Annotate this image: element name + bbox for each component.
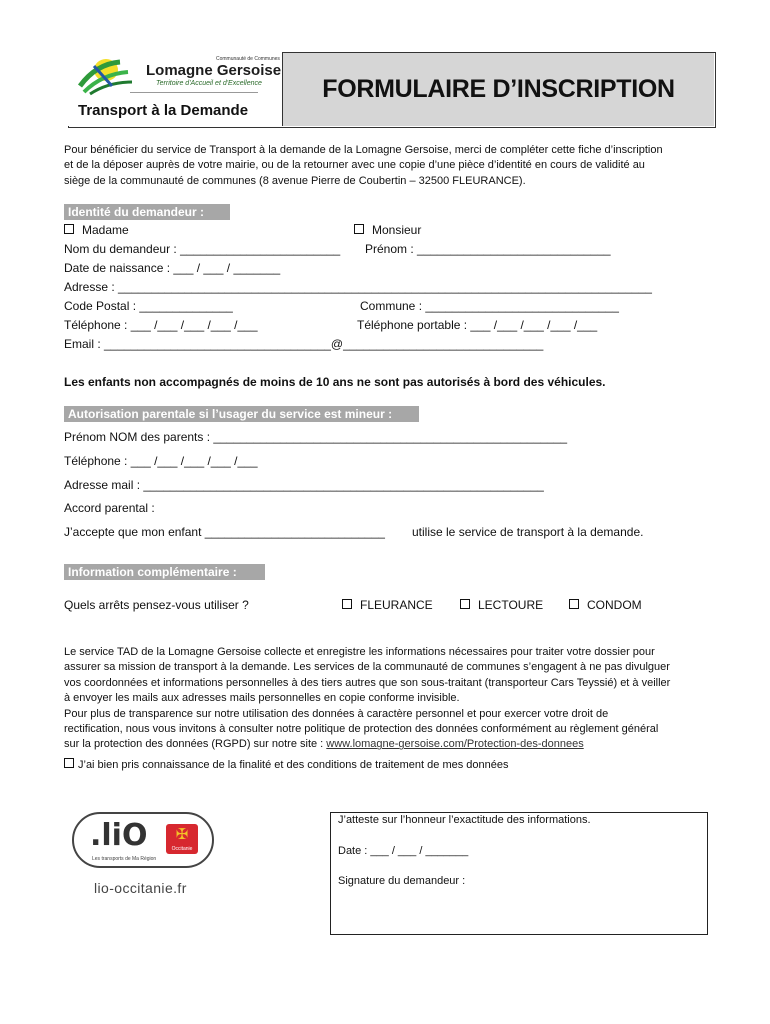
monsieur-label: Monsieur <box>372 223 422 237</box>
occitanie-badge-label: Occitanie <box>171 846 193 852</box>
consent-option[interactable] <box>64 758 508 771</box>
madame-option[interactable] <box>64 223 129 237</box>
intro-line: Pour bénéficier du service de Transport à la demande de la Lomagne Gersoise, merci de compléter cette fiche d’inscription <box>64 144 663 156</box>
monsieur-option[interactable] <box>354 223 421 237</box>
rgpd-paragraph <box>64 645 706 753</box>
parents-name-field[interactable]: Prénom NOM des parents : _____________________________________________________ <box>64 430 568 444</box>
rgpd-line: vos coordonnées et informations personnelles à des tiers autres que son sous-traitant (transporteur Cars Teyssié) et à veiller <box>64 676 671 689</box>
email-field[interactable]: Email : __________________________________@______________________________ <box>64 337 544 351</box>
logo-name: Lomagne Gersoise <box>146 62 282 79</box>
logo-area <box>68 52 283 126</box>
rgpd-line: Pour plus de transparence sur notre utilisation des données à caractère personnel et pour exercer votre droit de <box>64 707 609 720</box>
intro-line: siège de la communauté de communes (8 avenue Pierre de Coubertin – 32500 FLEURANCE). <box>64 174 526 187</box>
lio-brand: .liO <box>90 818 148 853</box>
accept-suffix: utilise le service de transport à la demande. <box>412 525 644 539</box>
occitanie-badge-icon <box>166 824 198 854</box>
section-heading-identity: Identité du demandeur : <box>64 204 230 220</box>
checkbox-monsieur[interactable] <box>354 224 364 234</box>
option-condom[interactable] <box>569 598 642 612</box>
logo-tad-text: Transport à la Demande <box>78 102 249 119</box>
option-lectoure[interactable] <box>460 598 543 612</box>
adresse-field[interactable]: Adresse : ________________________________________________________________________________ <box>64 280 652 294</box>
logo-tagline: Territoire d'Accueil et d'Excellence <box>156 80 262 87</box>
child-name-field[interactable]: J’accepte que mon enfant ___________________________ <box>64 525 385 539</box>
rgpd-line-with-link <box>64 737 706 752</box>
checkbox-madame[interactable] <box>64 224 74 234</box>
nom-field[interactable]: Nom du demandeur : ________________________ <box>64 242 341 256</box>
lomagne-logo-icon <box>76 56 136 96</box>
intro-paragraph <box>64 143 706 189</box>
checkbox-lectoure[interactable] <box>460 599 470 609</box>
lio-subtitle: Les transports de Ma Région <box>92 856 157 862</box>
age-warning: Les enfants non accompagnés de moins de 10 ans ne sont pas autorisés à bord des véhicules. <box>64 375 606 389</box>
prenom-field[interactable]: Prénom : _____________________________ <box>365 242 611 256</box>
parent-telephone-field[interactable]: Téléphone : ___ /___ /___ /___ /___ <box>64 454 258 468</box>
checkbox-consent[interactable] <box>64 758 74 768</box>
section-heading-parental: Autorisation parentale si l’usager du service est mineur : <box>64 406 419 422</box>
condom-label: CONDOM <box>587 598 642 612</box>
signature-label: Signature du demandeur : <box>338 875 466 887</box>
occitanie-cross-icon: ✠ <box>175 826 189 843</box>
rgpd-line: à envoyer les mails aux adresses mails personnelles en copie conforme invisible. <box>64 692 460 705</box>
accord-parental-label: Accord parental : <box>64 501 155 515</box>
commune-field[interactable]: Commune : _____________________________ <box>360 299 619 313</box>
lectoure-label: LECTOURE <box>478 598 544 612</box>
section-heading-info: Information complémentaire : <box>64 564 265 580</box>
telephone-field[interactable]: Téléphone : ___ /___ /___ /___ /___ <box>64 318 258 332</box>
parent-mail-field[interactable]: Adresse mail : ____________________________________________________________ <box>64 478 544 492</box>
intro-line: et de la déposer auprès de votre mairie, ou de la retourner avec une copie d’une pièce d’identité en cours de validité au <box>64 159 645 172</box>
rgpd-link[interactable]: www.lomagne-gersoise.com/Protection-des-donnees <box>326 738 584 751</box>
madame-label: Madame <box>82 223 129 237</box>
signature-box[interactable] <box>330 812 708 935</box>
date-naissance-field[interactable]: Date de naissance : ___ / ___ / _______ <box>64 261 281 275</box>
checkbox-fleurance[interactable] <box>342 599 352 609</box>
form-title: FORMULAIRE D’INSCRIPTION <box>322 75 675 103</box>
rgpd-link-prefix: sur la protection des données (RGPD) sur notre site : <box>64 738 324 751</box>
rgpd-line: assurer sa mission de transport à la demande. Les services de la communauté de communes s’engagent à ne pas divulguer <box>64 661 670 674</box>
checkbox-condom[interactable] <box>569 599 579 609</box>
arrets-question: Quels arrêts pensez-vous utiliser ? <box>64 598 249 612</box>
form-title-box <box>283 53 714 126</box>
signature-date-field[interactable]: Date : ___ / ___ / _______ <box>338 845 469 857</box>
logo-divider <box>130 92 258 93</box>
rgpd-line: rectification, nous vous invitons à consulter notre politique de protection des données conformément au règlement général <box>64 723 659 736</box>
attestation-text: J’atteste sur l’honneur l’exactitude des informations. <box>338 814 591 826</box>
rgpd-line: Le service TAD de la Lomagne Gersoise collecte et enregistre les informations nécessaires pour traiter votre dossier pour <box>64 646 655 658</box>
consent-label: J’ai bien pris connaissance de la finalité et des conditions de traitement de mes données <box>78 759 509 771</box>
lio-logo <box>72 812 214 868</box>
code-postal-field[interactable]: Code Postal : ______________ <box>64 299 233 313</box>
option-fleurance[interactable] <box>342 598 433 612</box>
fleurance-label: FLEURANCE <box>360 598 433 612</box>
telephone-portable-field[interactable]: Téléphone portable : ___ /___ /___ /___ /___ <box>357 318 598 332</box>
logo-small-text: Communauté de Communes <box>216 56 280 62</box>
lio-url: lio-occitanie.fr <box>94 880 187 896</box>
